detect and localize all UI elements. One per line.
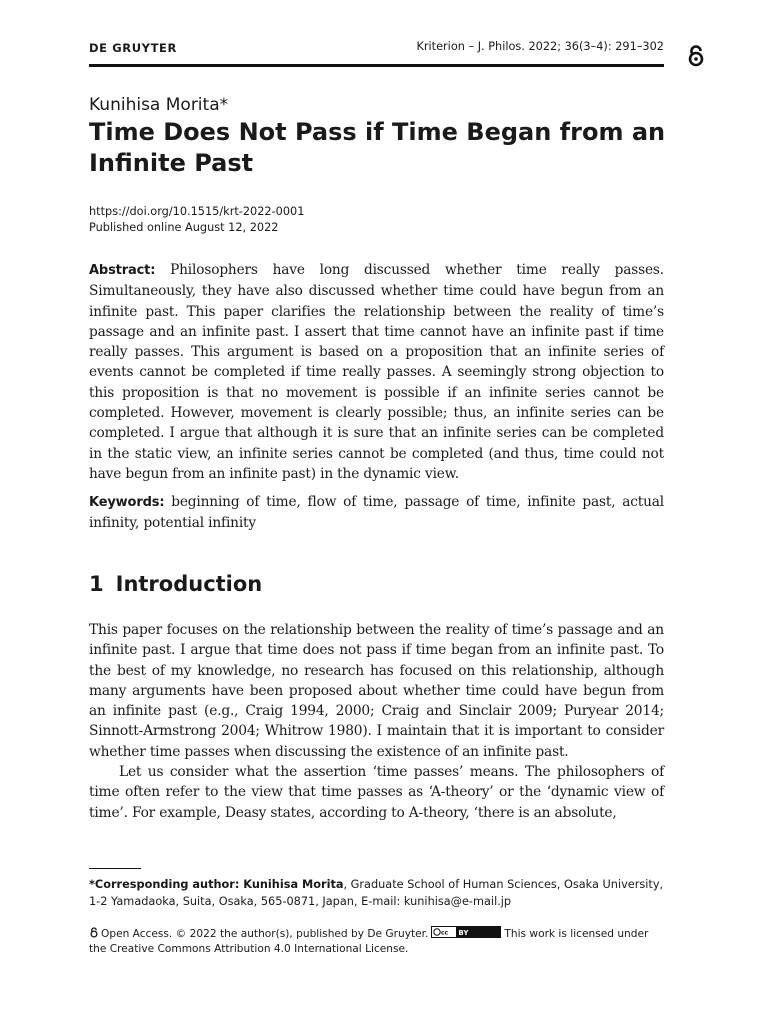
open-access-icon <box>684 44 708 68</box>
header-rule <box>89 64 664 67</box>
footnote-rule <box>89 868 141 869</box>
cc-badge-text: BY <box>458 929 469 937</box>
publisher-name: DE GRUYTER <box>89 41 177 55</box>
license-notice <box>89 926 664 956</box>
license-text-end: This work is licensed under the Creative Commons Attribution 4.0 International License. <box>89 928 649 955</box>
abstract-label: Abstract: <box>89 263 156 278</box>
license-text-start: Open Access. © 2022 the author(s), published by De Gruyter. <box>101 928 429 940</box>
svg-text:cc: cc <box>441 929 449 936</box>
footnote <box>89 876 664 910</box>
footnote-text: , Graduate School of Human Sciences, Osaka University, 1-2 Yamadaoka, Suita, Osaka, 565-0871, Japan, E-mail: kunihisa@e-mail.jp <box>89 878 664 908</box>
page-header <box>89 36 664 70</box>
publication-date: Published online August 12, 2022 <box>89 221 279 234</box>
footnote-label: *Corresponding author: Kunihisa Morita <box>89 878 344 891</box>
section-title: Introduction <box>115 572 263 596</box>
journal-citation: Kriterion – J. Philos. 2022; 36(3–4): 291–302 <box>416 40 664 53</box>
section-number: 1 <box>89 572 104 596</box>
keywords-label: Keywords: <box>89 495 165 510</box>
keywords-text: beginning of time, flow of time, passage of time, infinite past, actual infinity, potential infinity <box>89 494 664 532</box>
open-access-icon <box>89 927 99 938</box>
author-name: Kunihisa Morita* <box>89 95 229 115</box>
body-paragraph-2: Let us consider what the assertion ‘time passes’ means. The philosophers of time often refer to the view that time passes as ‘A-theory’ or the ‘dynamic view of time’. For example, Deasy states, according to A-theory, ‘there is an absolute, <box>89 764 664 821</box>
body-paragraph-1: This paper focuses on the relationship between the reality of time’s passage and an infinite past. I argue that time does not pass if time began from an infinite past. To the best of my knowledge, no research has focused on this relationship, although many arguments have been proposed about whether time could have begun from an infinite past (e.g., Craig 1994, 2000; Craig and Sinclair 2009; Puryear 2014; Sinnott-Armstrong 2004; Whitrow 1980). I maintain that it is important to consider whether time passes when discussing the existence of an infinite past. <box>89 622 664 760</box>
abstract <box>89 260 664 484</box>
abstract-text: Philosophers have long discussed whether time really passes. Simultaneously, they have also discussed whether time could have begun from an infinite past. This paper clarifies the relationship between the reality of time’s passage and an infinite past. I assert that time cannot have an infinite past if time really passes. This argument is based on a proposition that an infinite series of events cannot be completed if time really passes. A seemingly strong objection to this proposition is that no movement is possible if an infinite series cannot be completed. However, movement is clearly possible; thus, an infinite series can be completed. I argue that although it is sure that an infinite series can be completed in the static view, an infinite series cannot be completed (and thus, time could not have begun from an infinite past) in the dynamic view. <box>89 262 664 482</box>
cc-by-badge-icon[interactable] <box>431 926 501 938</box>
section-heading <box>89 572 262 596</box>
article-title: Time Does Not Pass if Time Began from an Infinite Past <box>89 118 666 177</box>
doi-link[interactable]: https://doi.org/10.1515/krt-2022-0001 <box>89 205 305 218</box>
keywords <box>89 492 664 534</box>
